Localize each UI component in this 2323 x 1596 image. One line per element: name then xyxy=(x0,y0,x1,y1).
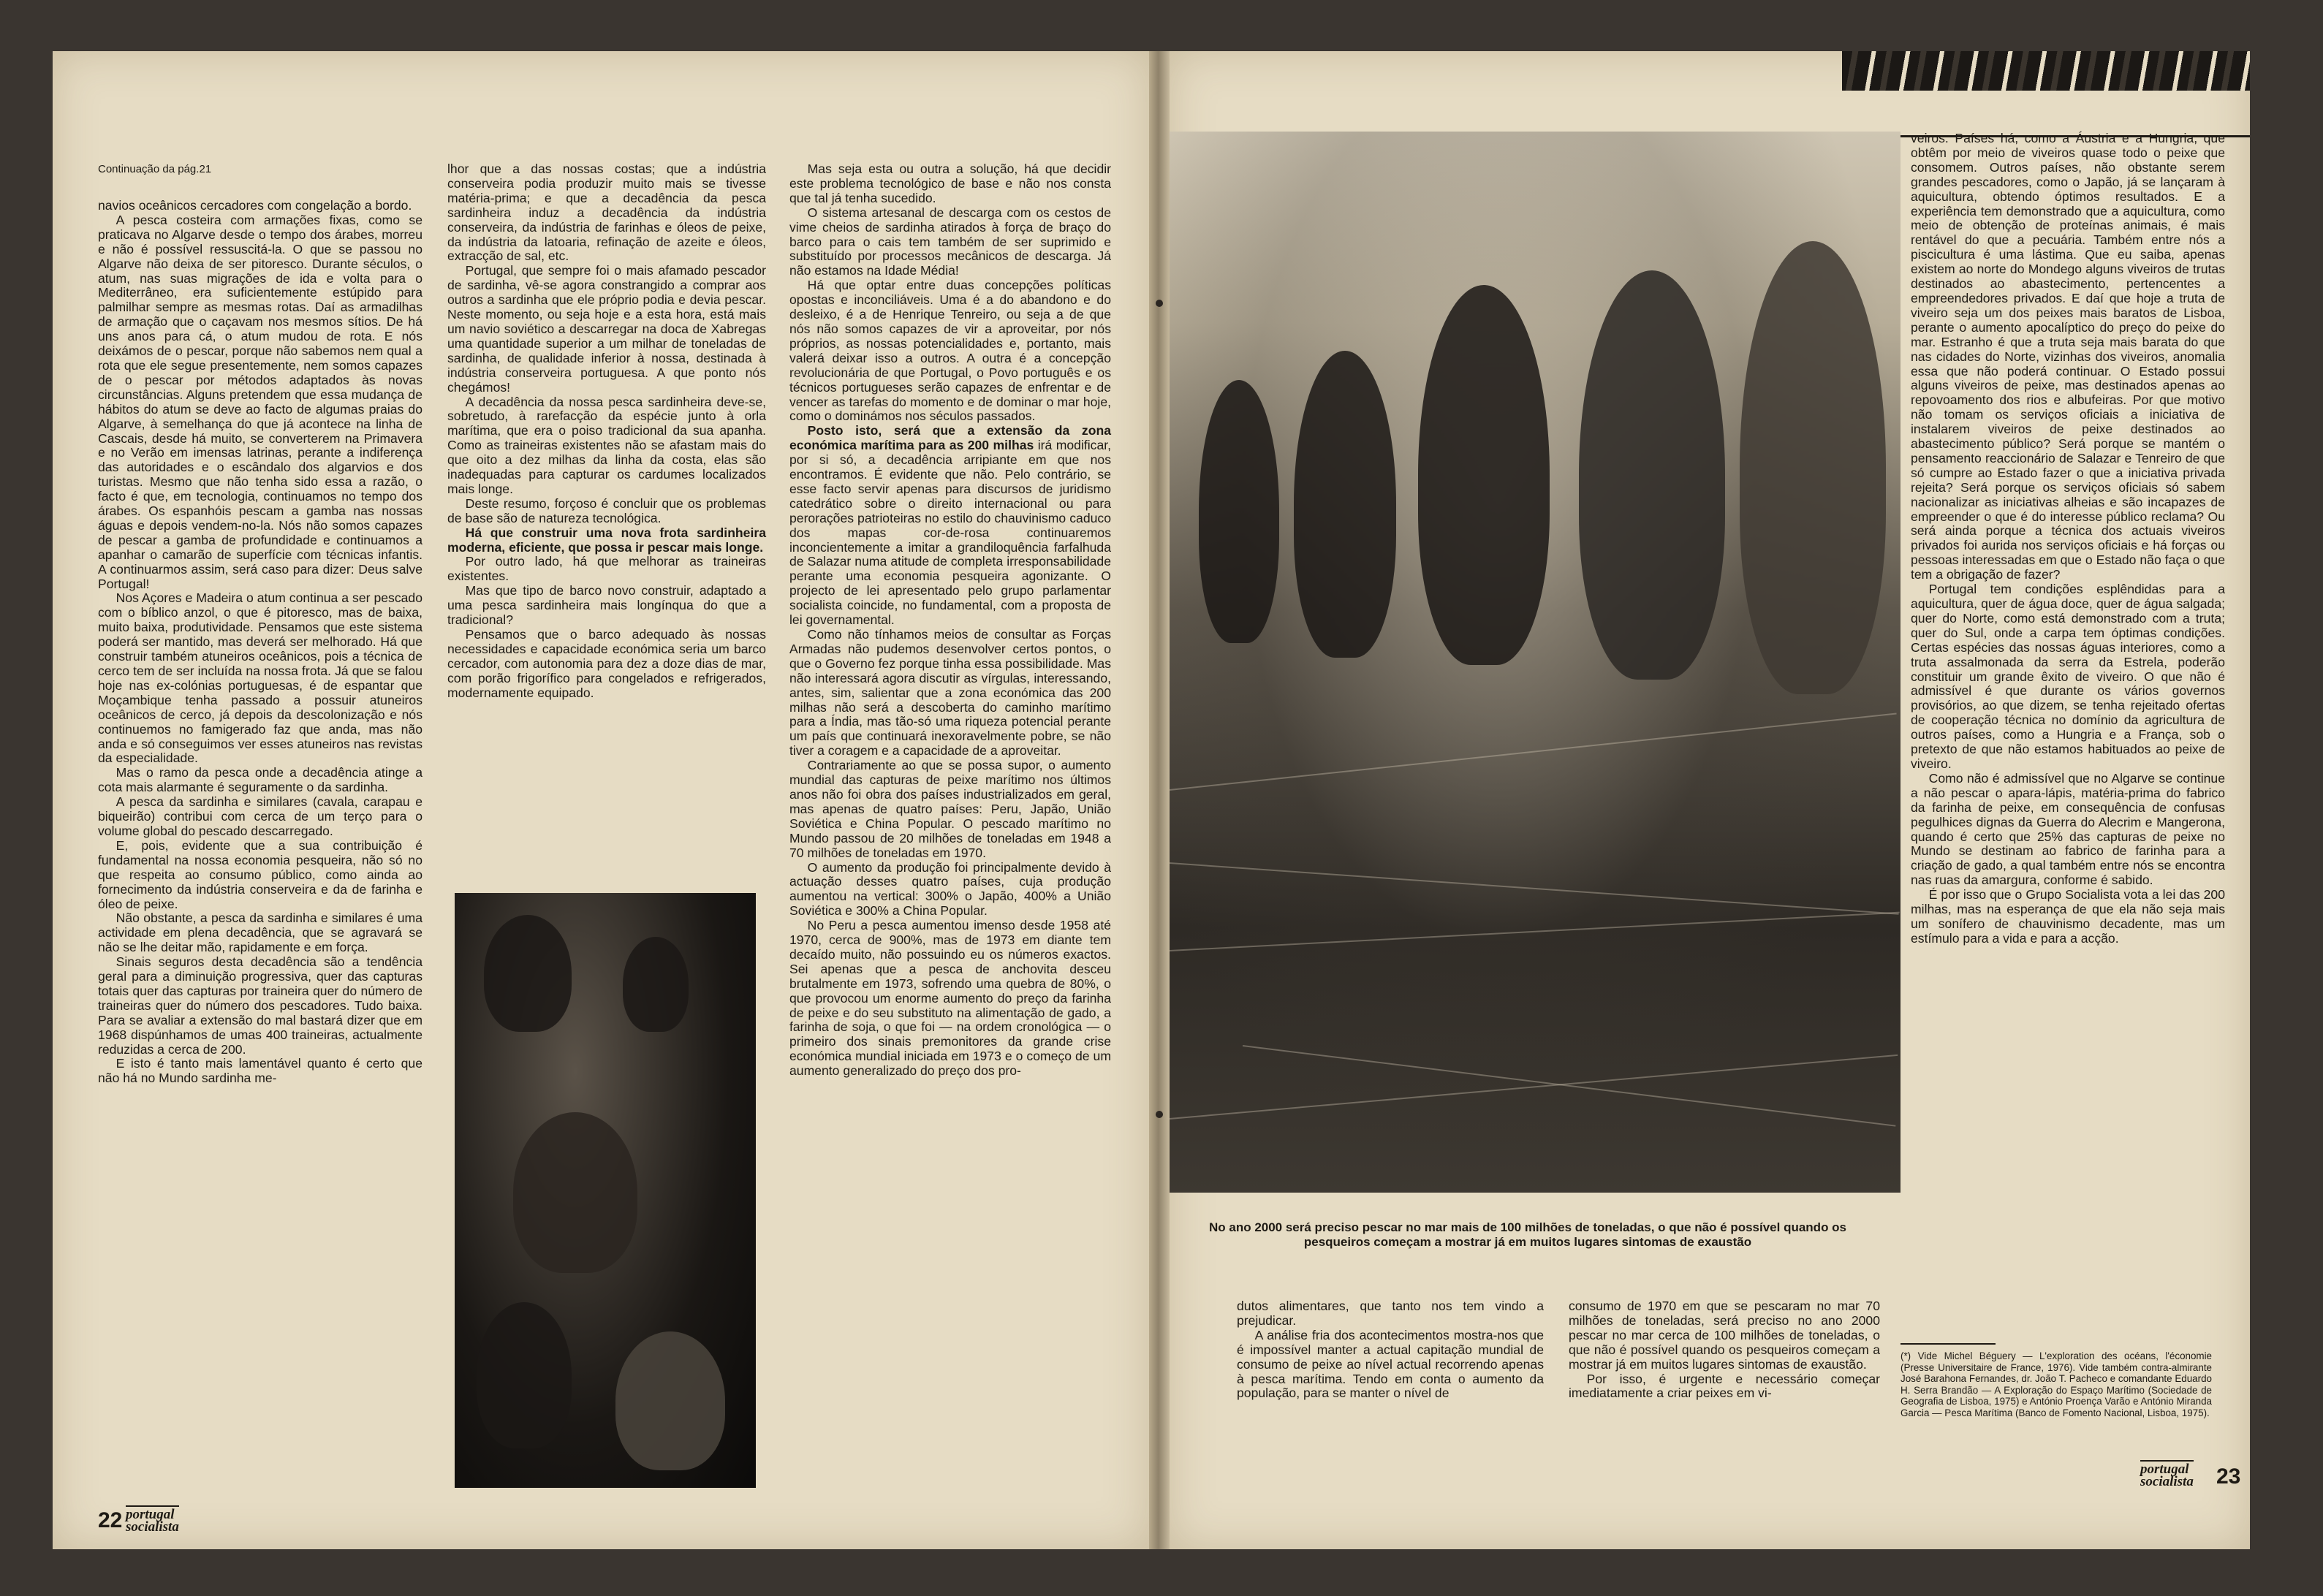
paragraph: Portugal tem condições esplêndidas para a aquicultura, quer de água doce, quer de água salgada; quer do Norte, como está demonstrado com a truta; quer do Sul, onde a carpa tem óptimas condições. Certas espécies das nossas águas interiores, como a truta assalmonada da serra da Estrela, poderão constituir um grande êxito de viveiro. O que não é admissível é que durante os vários governos provisórios, ao que dizem, se tenha rejeitado ofertas de cooperação técnica no domínio da agricultura de outros países, como a Hungria e a França, sob o pretexto de que não estamos habituados ao peixe de viveiro. xyxy=(1911,582,2225,771)
logo-line-1: portugal xyxy=(2140,1462,2189,1477)
page-number-right: 23 xyxy=(2216,1464,2241,1489)
paragraph: No Peru a pesca aumentou imenso desde 1958 até 1970, cerca de 900%, mas de 1973 em diante tem decaído muito, não possuindo eu os números exactos. Sei apenas que a pesca de anchovita desceu brutalmente em 1973, sofrendo uma quebra de 80%, o que provocou um enorme aumento do preço da farinha de peixe e do seu substituto na alimentação de gado, a farinha de soja, o que foi — na ordem cronológica — o primeiro dos sinais premonitores da grande crise económica mundial iniciada em 1973 e o começo de um aumento generalizado do preço dos pro- xyxy=(789,918,1111,1079)
paragraph: E isto é tanto mais lamentável quanto é certo que não há no Mundo sardinha me- xyxy=(98,1056,422,1086)
paragraph xyxy=(789,424,1111,628)
logo-line-2: socialista xyxy=(126,1519,179,1535)
right-page xyxy=(1170,51,2250,1549)
paragraph: Não obstante, a pesca da sardinha e similares é uma actividade em plena decadência, que se agravará se não se lhe deitar mão, rapidamente e em força. xyxy=(98,911,422,955)
paragraph: É por isso que o Grupo Socialista vota a lei das 200 milhas, mas na esperança de que ela não seja mais um sonífero de chauvinismo decadente, mas um estímulo para a vida e para a acção. xyxy=(1911,887,2225,946)
paragraph: A pesca da sardinha e similares (cavala, carapau e biqueirão) contribui com cerca de um terço para o volume global do pescado descarregado. xyxy=(98,794,422,838)
paragraph: Como não é admissível que no Algarve se continue a não pescar o apara-lápis, matéria-prima do fabrico da farinha de peixe, em consequência de confusas pegulhices dignas da Guerra do Alecrim e Mangerona, quando é certo que 25% das capturas de peixe no Mundo se destinam ao fabrico de farinha para a criação de gado, a qual também entre nós se encontra nas ruas da amargura, conforme é sabido. xyxy=(1911,770,2225,888)
header-ink-graphic xyxy=(1842,51,2250,91)
paragraph: Sinais seguros desta decadência são a tendência geral para a diminuição progressiva, quer das capturas totais quer das capturas por traineira quer do número de traineiras quer do número dos pescadores. Tudo baixa. Para se avaliar a extensão do mal bastará dizer que em 1968 dispúnhamos de umas 400 traineiras, actualmente reduzidas a cerca de 200. xyxy=(98,954,422,1057)
paragraph: Nos Açores e Madeira o atum continua a ser pescado com o bíblico anzol, o que é pitoresco, mas de baixa, muito baixa, produtividade. Pensamos que este sistema poderá ser mantido, mas deverá ser melhorado. Há que construir também atuneiros oceânicos, pois a técnica de cerco tem de ser incluída na nossa frota. Já que se falou hoje nas ex-colónias portuguesas, é de espantar que Moçambique tenha passado a possuir atuneiros oceânicos de cerco, já depois da descolonização e nós continuemos no famigerado faz que anda, mas não anda e só conseguimos ver esses atuneiros nas revistas da especialidade. xyxy=(98,590,422,766)
paragraph: E, pois, evidente que a sua contribuição é fundamental na nossa economia pesqueira, não só no que respeita ao consumo público, como ainda ao fornecimento da indústria conserveira e da de farinha e óleo de peixe. xyxy=(98,837,422,911)
article-column-below-photo-1 xyxy=(1237,1299,1544,1401)
logo-line-2: socialista xyxy=(2140,1474,2194,1489)
article-column-2 xyxy=(447,162,766,701)
paragraph: A decadência da nossa pesca sardinheira deve-se, sobretudo, à rarefacção da espécie junto à orla marítima, que era o poiso tradicional da sua apanha. Como as traineiras existentes não se afastam mais do que oito a dez milhas da linha da costa, elas são inadequadas para capturar os cardumes localizados mais longe. xyxy=(447,394,766,496)
paragraph: Deste resumo, forçoso é concluir que os problemas de base são de natureza tecnológica. xyxy=(447,495,766,525)
paragraph: lhor que a das nossas costas; que a indústria conserveira podia produzir muito mais se tivesse matéria-prima; e que a decadência da pesca sardinheira induz a decadência da indústria conserveira, da indústria de farinhas e óleos de peixe, da indústria da latoaria, refinação de azeite e óleos, extracção de sal, etc. xyxy=(447,162,766,264)
portugal-socialista-logo-left xyxy=(126,1505,179,1533)
paragraph: Contrariamente ao que se possa supor, o aumento mundial das capturas de peixe marítimo nos últimos anos não foi obra dos países industrializados em geral, mas apenas de quatro países: Peru, Japão, União Soviética e China Popular. O pescado marítimo no Mundo passou de 20 milhões de toneladas em 1948 a 70 milhões de toneladas em 1970. xyxy=(789,758,1111,860)
bold-lead: Posto isto, será que a extensão da zona económica marítima para as 200 milhas xyxy=(789,423,1111,453)
paragraph: navios oceânicos cercadores com congelação a bordo. xyxy=(98,198,412,213)
article-column-3 xyxy=(789,162,1111,1079)
article-column-4 xyxy=(1911,132,2225,946)
left-page xyxy=(53,51,1149,1549)
paragraph: consumo de 1970 em que se pescaram no mar 70 milhões de toneladas, será preciso no ano 2000 pescar no mar cerca de 100 milhões de toneladas, o que não é possível quando os pesqueiros começam a mostrar já em muitos lugares sintomas de exaustão. xyxy=(1569,1299,1880,1372)
paragraph: Por outro lado, há que melhorar as traineiras existentes. xyxy=(447,554,766,584)
portugal-socialista-logo-right xyxy=(2140,1460,2194,1488)
spine-gutter xyxy=(1149,51,1170,1549)
footnote-text: (*) Vide Michel Béguery — L'exploration des océans, l'économie (Presse Universitaire de France, 1976). Vide também contra-almirante José Barahona Fernandes, dr. João T. Pacheco e comandante Eduardo H. Serra Brandão — A Exploração do Espaço Marítimo (Sociedade de Geografia de Lisboa, 1975) e António Proença Varão e António Miranda Garcia — Pesca Marítima (Banco de Fomento Nacional, Lisboa, 1975). xyxy=(1901,1350,2212,1418)
article-column-below-photo-2 xyxy=(1569,1299,1880,1401)
fishermen-with-nets-photo xyxy=(1170,132,1901,1193)
paragraph: A análise fria dos acontecimentos mostra-nos que é impossível manter a actual capitação mundial de consumo de peixe ao nível actual recorrendo apenas à pesca marítima. Tendo em conta o aumento da população, para se manter o nível de xyxy=(1237,1327,1544,1401)
paragraph: O sistema artesanal de descarga com os cestos de vime cheios de sardinha atirados à força de braço do barco para o cais tem também de ser suprimido e substituído por processos mecânicos de descarga. Já não estamos na Idade Média! xyxy=(789,205,1111,278)
logo-line-1: portugal xyxy=(126,1507,175,1522)
fishing-boats-photo xyxy=(455,893,756,1488)
paragraph: Pensamos que o barco adequado às nossas necessidades e capacidade económica seria um barco cercador, com autonomia para dez a doze dias de mar, com porão frigorífico para congelados e refrigerados, modernamente equipado. xyxy=(447,627,766,700)
footnote xyxy=(1901,1343,2212,1418)
paragraph: Há que optar entre duas concepções políticas opostas e inconciliáveis. Uma é a do abandono e do desleixo, é a de Henrique Tenreiro, ou seja a de que nós não somos capazes de vir a aproveitar, por nós próprios, as nossas potencialidades e, portanto, mais valerá deixar isso a outros. A outra é a concepção revolucionária de que Portugal, o Povo português e os técnicos portugueses serão capazes de enfrentar e de vencer as tarefas do momento e de dominar o mar hoje, como o dominámos nos séculos passados. xyxy=(789,278,1111,424)
paragraph: dutos alimentares, que tanto nos tem vindo a prejudicar. xyxy=(1237,1299,1544,1328)
continued-from-label: Continuação da pág.21 xyxy=(98,163,212,175)
paragraph: Como não tínhamos meios de consultar as Forças Armadas não pudemos desenvolver certos pontos, o que o Governo fez porque tinha essa possibilidade. Mas não interessará agora discutir as vírgulas, interessando, antes, sim, salientar que a zona económica das 200 milhas não será a descoberta do caminho marítimo para a Índia, mas tão-só uma riqueza potencial perante um país que continuará inexoravelmente pobre, se não tiver a coragem e a capacidade de a aproveitar. xyxy=(789,627,1111,759)
photo-caption: No ano 2000 será preciso pescar no mar mais de 100 milhões de toneladas, o que não é possível quando os pesqueiros começam a mostrar já em muitos lugares sintomas de exaustão xyxy=(1208,1220,1847,1249)
paragraph: Mas o ramo da pesca onde a decadência atinge a cota mais alarmante é seguramente o da sardinha. xyxy=(98,765,422,795)
paragraph: Há que construir uma nova frota sardinheira moderna, eficiente, que possa ir pescar mais longe. xyxy=(447,525,766,555)
paragraph: veiros. Países há, como a Áustria e a Hungria, que obtêm por meio de viveiros quase todo o peixe que consomem. Outros países, não obstante serem grandes pescadores, como o Japão, já se lançaram à aquicultura, obtendo óptimos resultados. E a experiência tem demonstrado que a aquicultura, como meio de obtenção de proteínas animais, é mais rentável do que a pecuária. Também entre nós a piscicultura é uma lástima. Que eu saiba, apenas existem ao norte do Mondego alguns viveiros de trutas destinados ao abastecimento, pertencentes a empreendedores privados. E daí que hoje a truta de viveiro seja um dos peixes mais baratos de Lisboa, perante o aumento apocalíptico do preço do peixe do mar. Estranho é que a truta seja mais barata do que nas cidades do Norte, vizinhas dos viveiros, anomalia essa que não poderá continuar. O Estado possui alguns viveiros de peixe, mas destinados apenas ao repovoamento dos rios e albufeiras. Por que motivo não tomam os serviços oficiais a iniciativa de instalarem viveiros de peixe destinados ao abastecimento público? Será porque se mantém o pensamento reaccionário de Salazar e Tenreiro de que só cumpre ao Estado fazer o que a iniciativa privada rejeita? Será porque os serviços oficiais só sabem nacionalizar as iniciativas alheias e são incapazes de empreender o que é do interesse público reclama? Ou será ainda porque a técnica dos actuais viveiros privados foi aurida nos serviços oficiais e há forças ou pessoas interessadas em que o Estado não faça o que tem a obrigação de fazer? xyxy=(1911,131,2225,582)
paragraph: Por isso, é urgente e necessário começar imediatamente a criar peixes em vi- xyxy=(1569,1371,1880,1401)
paragraph: Portugal, que sempre foi o mais afamado pescador de sardinha, vê-se agora constrangido a comprar aos outros a sardinha que ele próprio podia e devia pescar. Neste momento, ou seja hoje e a esta hora, está mais um navio soviético a descarregar na doca de Xabregas uma quantidade superior a um milhar de toneladas de sardinha, de qualidade inferior à nossa, destinada à indústria conserveira portuguesa. A que ponto nós chegámos! xyxy=(447,263,766,395)
paragraph: Mas seja esta ou outra a solução, há que decidir este problema tecnológico de base e não nos consta que tal já tenha sucedido. xyxy=(789,162,1111,205)
paragraph: Mas que tipo de barco novo construir, adaptado a uma pesca sardinheira mais longínqua do que a tradicional? xyxy=(447,583,766,628)
paragraph: O aumento da produção foi principalmente devido à actuação desses quatro países, cuja produção aumentou na vertical: 300% o Japão, 400% a União Soviética e 300% a China Popular. xyxy=(789,859,1111,919)
paragraph-rest: irá modificar, por si só, a decadência arripiante em que nos encontramos. É evidente que não. Pelo contrário, se esse facto servir apenas para discursos de juridismo catedrático sobre o direito internacional ou para perorações patrioteiras no estilo do chauvinismo caduco dos mapas cor-de-rosa continuaremos inconcientemente a imitar a grandiloquência farfalhuda de Salazar numa atitude de completa irresponsabilidade perante uma economia pesqueira agonizante. O projecto de lei apresentado pelo grupo parlamentar socialista coincide, no fundamental, com a proposta de lei governamental. xyxy=(789,438,1112,628)
page-number-left: 22 xyxy=(98,1508,123,1532)
paragraph: A pesca costeira com armações fixas, como se praticava no Algarve desde o tempo dos árabes, morreu e não é possível ressuscitá-la. O que se passou no Algarve não deixa de ser pitoresco. Durante séculos, o atum, nas suas migrações de ida e volta para o Mediterrâneo, era suficientemente estúpido para palmilhar sempre as mesmas rotas. Daí as armadilhas de armação que o caçavam nos mesmos sítios. De há uns anos para cá, o atum mudou de rota. E nós deixámos de o pescar, porque não sabemos nem qual a rota que ele segue presentemente, nem somos capazes de o pescar por métodos adaptados às novas circunstâncias. Alguns pretendem que essa mudança de hábitos do atum se deve ao facto de algumas praias do Algarve, à semelhança do que já acontece na linha de Cascais, desde há muito, se converterem na Primavera e no Verão em imensas latrinas, perante a indiferença das autoridades e o escândalo dos algarvios e dos turistas. Mesmo que não tenha sido essa a razão, o facto é que, em tecnologia, continuamos no tempo dos árabes. Os espanhóis pescam a gamba nas nossas águas e depois vendem-no-la. Nós não somos capazes de pescar a gamba de profundidade e continuamos a apanhar o camarão de superfície com técnicas infantis. A continuarmos assim, será caso para dizer: Deus salve Portugal! xyxy=(98,212,422,591)
article-column-1 xyxy=(98,199,422,1086)
